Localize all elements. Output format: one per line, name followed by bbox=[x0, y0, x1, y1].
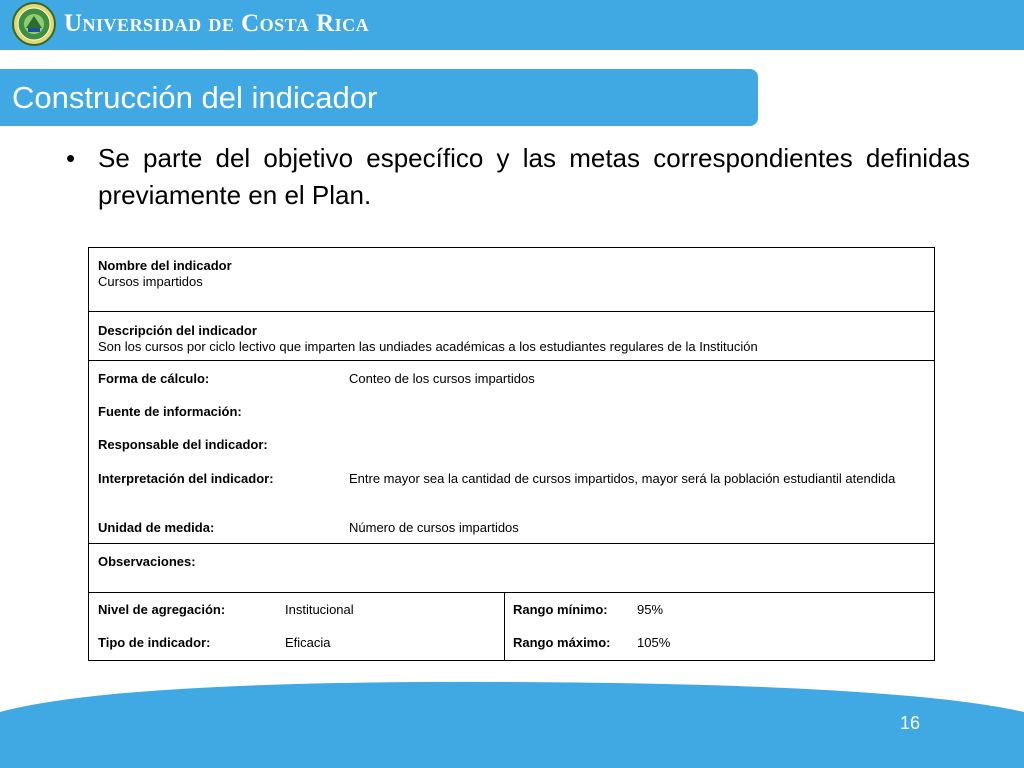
bullet-text: Se parte del objetivo específico y las metas correspondientes definidas previamente en el Plan. bbox=[98, 143, 970, 210]
calc-value: Conteo de los cursos impartidos bbox=[349, 371, 535, 386]
university-seal-icon bbox=[12, 2, 56, 46]
calc-label: Forma de cálculo: bbox=[98, 371, 210, 386]
source-label: Fuente de información: bbox=[98, 404, 242, 419]
responsible-label: Responsable del indicador: bbox=[98, 437, 268, 452]
indicator-description-value: Son los cursos por ciclo lectivo que imparten las undiades académicas a los estudiantes regulares de la Institución bbox=[98, 339, 758, 354]
indicator-name-section bbox=[89, 248, 934, 312]
unit-label: Unidad de medida: bbox=[98, 520, 215, 535]
min-range-label: Rango mínimo: bbox=[513, 602, 608, 617]
observations-section bbox=[89, 544, 934, 593]
footer-wave bbox=[0, 672, 1024, 768]
column-divider bbox=[504, 593, 505, 660]
max-range-label: Rango máximo: bbox=[513, 635, 611, 650]
indicator-type-value: Eficacia bbox=[285, 635, 331, 650]
unit-value: Número de cursos impartidos bbox=[349, 520, 519, 535]
bullet-dot-icon: • bbox=[66, 143, 76, 173]
interpretation-label: Interpretación del indicador: bbox=[98, 471, 274, 486]
university-name: Universidad de Costa Rica bbox=[64, 10, 370, 37]
slide-title-box bbox=[0, 69, 758, 126]
aggregation-section bbox=[89, 593, 934, 660]
slide-title: Construcción del indicador bbox=[12, 80, 378, 115]
indicator-details-section bbox=[89, 361, 934, 544]
aggregation-value: Institucional bbox=[285, 602, 354, 617]
indicator-type-label: Tipo de indicador: bbox=[98, 635, 211, 650]
indicator-name-value: Cursos impartidos bbox=[98, 274, 203, 289]
aggregation-label: Nivel de agregación: bbox=[98, 602, 226, 617]
indicator-description-label: Descripción del indicador bbox=[98, 323, 257, 338]
max-range-value: 105% bbox=[637, 635, 671, 650]
observations-label: Observaciones: bbox=[98, 554, 196, 569]
indicator-name-label: Nombre del indicador bbox=[98, 258, 232, 273]
header-bar bbox=[0, 0, 1024, 50]
indicator-description-section bbox=[89, 312, 934, 361]
indicator-table bbox=[88, 247, 935, 661]
bullet-item bbox=[66, 140, 970, 214]
interpretation-value: Entre mayor sea la cantidad de cursos impartidos, mayor será la población estudiantil atendida bbox=[349, 471, 896, 486]
min-range-value: 95% bbox=[637, 602, 664, 617]
page-number: 16 bbox=[899, 713, 921, 733]
